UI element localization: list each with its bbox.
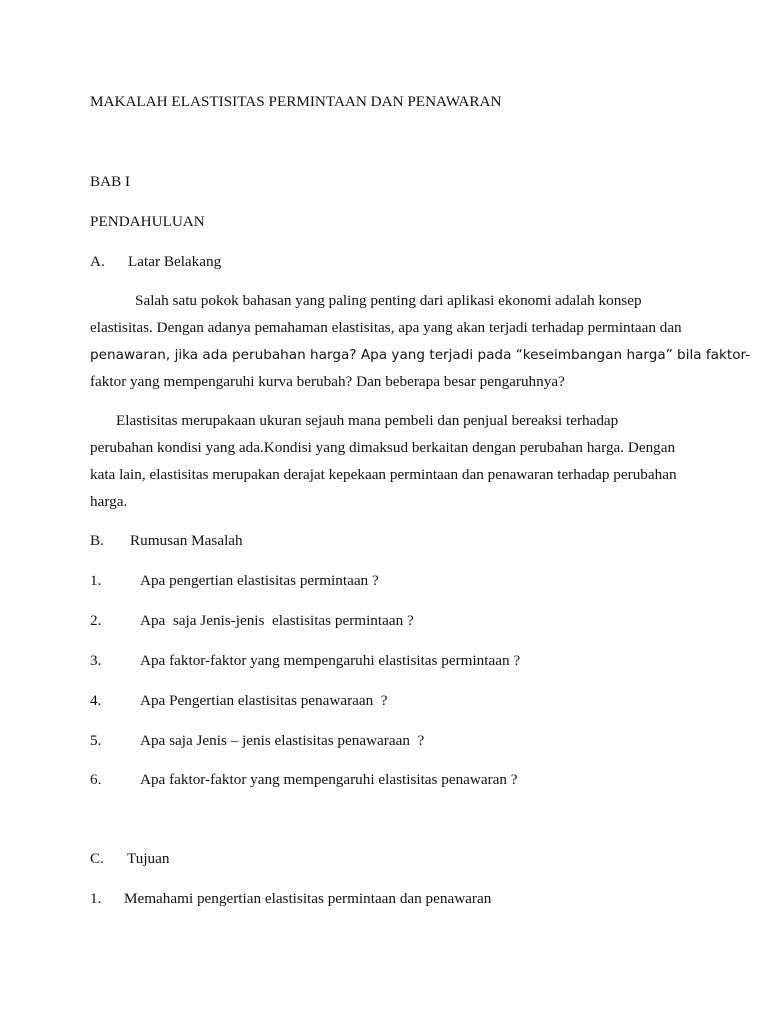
section-c-heading: Tujuan [127,850,170,867]
paragraph-line: Elastisitas merupakaan ukuran sejauh mana pembeli dan penjual bereaksi terhadap [116,412,619,429]
question-text: Apa pengertian elastisitas permintaan ? [140,572,379,589]
chapter-title: PENDAHULUAN [90,213,205,230]
question-text: Apa saja Jenis-jenis elastisitas permintaan ? [140,612,414,629]
question-number: 5. [90,732,102,749]
question-number: 4. [90,692,102,709]
paragraph-line: penawaran, jika ada perubahan harga? Apa yang terjadi pada “keseimbangan harga” bila faktor- [90,347,751,363]
document-title: MAKALAH ELASTISITAS PERMINTAAN DAN PENAWARAN [90,93,502,110]
paragraph-line: faktor yang mempengaruhi kurva berubah? Dan beberapa besar pengaruhnya? [90,373,565,390]
section-c-marker: C. [90,850,104,867]
paragraph-line: perubahan kondisi yang ada.Kondisi yang dimaksud berkaitan dengan perubahan harga. Dengan [90,439,676,456]
section-a-marker: A. [90,253,105,270]
chapter-number: BAB I [90,173,131,190]
goal-text: Memahami pengertian elastisitas permintaan dan penawaran [124,890,492,907]
question-text: Apa saja Jenis – jenis elastisitas penawaraan ? [140,732,425,749]
question-number: 3. [90,652,102,669]
question-text: Apa faktor-faktor yang mempengaruhi elastisitas penawaran ? [140,771,518,788]
paragraph-line: Salah satu pokok bahasan yang paling penting dari aplikasi ekonomi adalah konsep [135,292,642,309]
paragraph-line: elastisitas. Dengan adanya pemahaman elastisitas, apa yang akan terjadi terhadap permintaan dan [90,319,682,336]
paragraph-line: harga. [90,493,128,510]
question-text: Apa faktor-faktor yang mempengaruhi elastisitas permintaan ? [140,652,521,669]
paragraph-line: kata lain, elastisitas merupakan derajat kepekaan permintaan dan penawaran terhadap perubahan [90,466,677,483]
question-number: 1. [90,572,102,589]
section-b-heading: Rumusan Masalah [130,532,243,549]
section-b-marker: B. [90,532,104,549]
question-text: Apa Pengertian elastisitas penawaraan ? [140,692,388,709]
question-number: 6. [90,771,102,788]
section-a-heading: Latar Belakang [128,253,222,270]
question-number: 2. [90,612,102,629]
goal-number: 1. [90,890,102,907]
